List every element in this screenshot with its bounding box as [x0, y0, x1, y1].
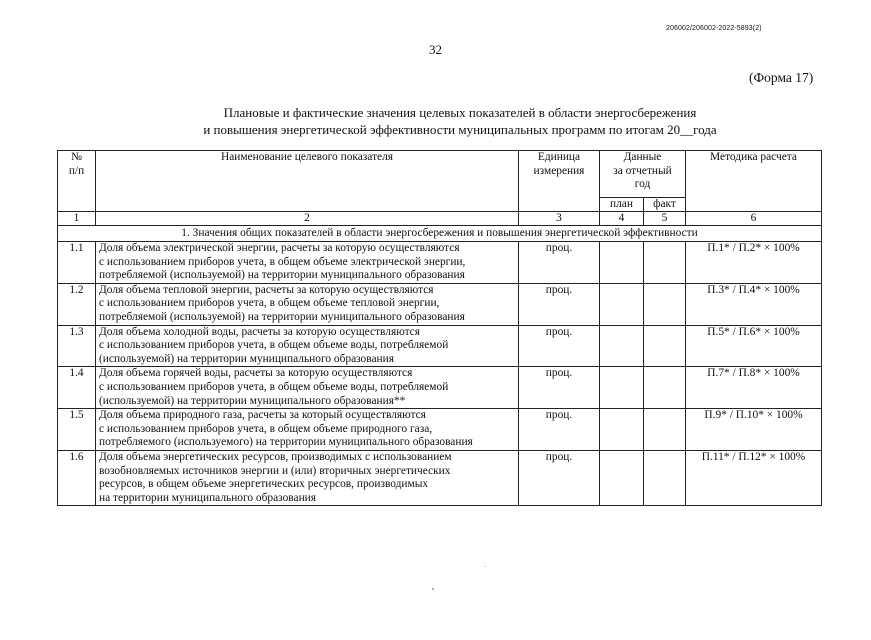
indicator-name-line: Доля объема энергетических ресурсов, производимых с использованием	[99, 450, 452, 463]
indicator-name-line: потребляемой (используемой) на территории муниципального образования	[99, 310, 465, 323]
header-fact: факт	[644, 197, 686, 211]
row-method: П.3* / П.4* × 100%	[686, 283, 822, 325]
page-number: 32	[429, 42, 442, 57]
row-fact-value	[644, 367, 686, 409]
column-number-row	[58, 212, 822, 226]
row-indicator-name	[96, 283, 519, 325]
indicator-name-line: (используемой) на территории муниципального образования	[99, 352, 394, 365]
indicator-name-line: с использованием приборов учета, в общем объеме тепловой энергии,	[99, 297, 440, 310]
row-method: П.9* / П.10* × 100%	[686, 409, 822, 451]
row-indicator-name	[96, 409, 519, 451]
row-unit: проц.	[519, 325, 600, 367]
table-row	[58, 409, 822, 451]
row-indicator-name	[96, 450, 519, 505]
indicator-name-line: с использованием приборов учета, в общем объеме природного газа,	[99, 422, 433, 435]
column-number: 6	[686, 212, 822, 226]
row-plan-value	[600, 367, 644, 409]
indicator-name-line: потребляемой (используемой) на территории муниципального образования	[99, 269, 465, 282]
row-number: 1.3	[58, 325, 96, 367]
indicator-name-line: Доля объема горячей воды, расчеты за которую осуществляются	[99, 367, 413, 380]
header-num-line-2: п/п	[68, 164, 85, 177]
row-method: П.5* / П.6* × 100%	[686, 325, 822, 367]
row-fact-value	[644, 409, 686, 451]
header-data-line-1: Данные	[623, 151, 662, 163]
row-plan-value	[600, 409, 644, 451]
row-unit: проц.	[519, 450, 600, 505]
header-row-top	[58, 151, 822, 198]
column-number: 3	[519, 212, 600, 226]
row-number: 1.5	[58, 409, 96, 451]
form-label: (Форма 17)	[749, 70, 814, 85]
indicator-name-line: на территории муниципального образования	[99, 491, 316, 504]
table-row	[58, 283, 822, 325]
row-number: 1.6	[58, 450, 96, 505]
table-row	[58, 325, 822, 367]
title-line-2: и повышения энергетической эффективности муниципальных программ по итогам 20__года	[203, 122, 717, 137]
row-unit: проц.	[519, 409, 600, 451]
row-fact-value	[644, 450, 686, 505]
indicator-name-line: Доля объема природного газа, расчеты за который осуществляются	[99, 409, 426, 422]
row-number: 1.1	[58, 242, 96, 284]
header-name: Наименование целевого показателя	[96, 151, 519, 212]
table-row	[58, 450, 822, 505]
row-number: 1.4	[58, 367, 96, 409]
row-method: П.11* / П.12* × 100%	[686, 450, 822, 505]
indicator-name-line: потребляемого (используемого) на территории муниципального образования	[99, 436, 473, 449]
header-data-line-3: год	[634, 178, 651, 191]
header-num	[58, 151, 96, 212]
row-fact-value	[644, 242, 686, 284]
header-num-line-1: №	[71, 151, 82, 163]
row-unit: проц.	[519, 283, 600, 325]
indicator-name-line: с использованием приборов учета, в общем объеме воды, потребляемой	[99, 339, 449, 352]
header-data	[600, 151, 686, 198]
header-unit-line-1: Единица	[537, 151, 581, 163]
row-unit: проц.	[519, 242, 600, 284]
document-id: 206002/206002-2022-5893(2)	[666, 25, 762, 32]
header-data-line-2: за отчетный	[613, 164, 672, 177]
header-unit	[519, 151, 600, 212]
indicator-name-line: (используемой) на территории муниципального образования**	[99, 394, 406, 407]
row-method: П.7* / П.8* × 100%	[686, 367, 822, 409]
column-number: 4	[600, 212, 644, 226]
row-fact-value	[644, 325, 686, 367]
row-plan-value	[600, 242, 644, 284]
row-fact-value	[644, 283, 686, 325]
column-number: 2	[96, 212, 519, 226]
table-row	[58, 367, 822, 409]
indicator-name-line: Доля объема тепловой энергии, расчеты за которую осуществляются	[99, 283, 434, 296]
column-number: 1	[58, 212, 96, 226]
row-plan-value	[600, 325, 644, 367]
indicators-table	[57, 150, 822, 506]
title-line-1: Плановые и фактические значения целевых показателей в области энергосбережения	[223, 105, 697, 120]
header-unit-line-2: измерения	[533, 164, 585, 177]
indicator-name-line: Доля объема холодной воды, расчеты за которую осуществляются	[99, 325, 420, 338]
row-plan-value	[600, 450, 644, 505]
row-number: 1.2	[58, 283, 96, 325]
indicator-name-line: с использованием приборов учета, в общем объеме воды, потребляемой	[99, 380, 449, 393]
row-plan-value	[600, 283, 644, 325]
table-row	[58, 242, 822, 284]
row-unit: проц.	[519, 367, 600, 409]
column-number: 5	[644, 212, 686, 226]
header-plan: план	[600, 197, 644, 211]
row-indicator-name	[96, 367, 519, 409]
section-title: 1. Значения общих показателей в области энергосбережения и повышения энергетической эффективности	[58, 226, 822, 242]
header-method: Методика расчета	[686, 151, 822, 212]
indicator-name-line: с использованием приборов учета, в общем объеме электрической энергии,	[99, 255, 466, 268]
row-method: П.1* / П.2* × 100%	[686, 242, 822, 284]
indicator-name-line: возобновляемых источников энергии и (или) вторичных энергетических	[99, 464, 451, 477]
row-indicator-name	[96, 325, 519, 367]
scan-speck	[432, 588, 434, 590]
section-row	[58, 226, 822, 242]
page-title	[120, 104, 800, 138]
indicator-name-line: Доля объема электрической энергии, расчеты за которую осуществляются	[99, 242, 460, 254]
row-indicator-name	[96, 242, 519, 284]
scan-speck	[485, 566, 486, 567]
indicator-name-line: ресурсов, в общем объеме энергетических ресурсов, производимых	[99, 478, 429, 491]
